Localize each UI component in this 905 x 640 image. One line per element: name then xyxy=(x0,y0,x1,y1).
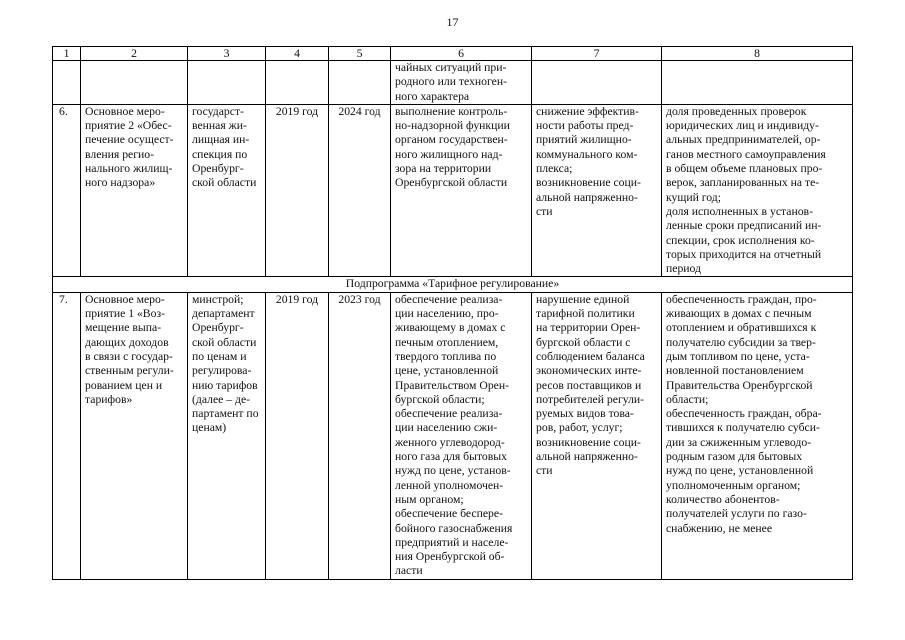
column-header: 6 xyxy=(391,47,532,61)
cell-line: минстрой; xyxy=(192,292,244,306)
cell-line: живающих в домах с печным xyxy=(666,307,812,321)
cell-line: нального жилищ- xyxy=(85,162,173,176)
cell-line: мещение выпа- xyxy=(85,321,162,335)
cell-line: нужд по цене, установленной xyxy=(666,464,814,478)
column-header: 5 xyxy=(329,47,391,61)
cell-line: приятий жилищно- xyxy=(536,133,632,147)
cell-line: в связи с государ- xyxy=(85,349,173,363)
cell-end-year: 2023 год xyxy=(329,292,391,579)
column-header: 8 xyxy=(662,47,853,61)
cell-line: коммунального ком- xyxy=(536,147,638,161)
cell-end-year xyxy=(329,61,391,105)
cell-line: цене, установленной xyxy=(395,364,499,378)
cell-start-year xyxy=(266,61,329,105)
cell-measure xyxy=(81,61,188,105)
cell-executor xyxy=(188,61,266,105)
cell-consequences xyxy=(532,104,662,277)
cell-line: Основное меро- xyxy=(85,104,165,118)
cell-line: на территории Орен- xyxy=(536,321,641,335)
cell-line: обеспеченность граждан, про- xyxy=(666,292,817,306)
cell-line: ценам) xyxy=(192,421,227,435)
cell-line: ности работы пред- xyxy=(536,119,634,133)
cell-line: соблюдением баланса xyxy=(536,349,645,363)
cell-line: нарушение единой xyxy=(536,292,630,306)
cell-line: торых приходится на отчетный xyxy=(666,247,822,261)
cell-line: печным отоплением, xyxy=(395,335,499,349)
cell-line: ственным регули- xyxy=(85,364,174,378)
cell-measure xyxy=(81,104,188,277)
cell-line: альной напряженно- xyxy=(536,190,638,204)
cell-line: верок, запланированных на те- xyxy=(666,176,820,190)
row-number: 7. xyxy=(53,292,81,579)
cell-line: сти xyxy=(536,464,553,478)
cell-indicators xyxy=(662,104,853,277)
column-header: 3 xyxy=(188,47,266,61)
cell-line: снижение эффектив- xyxy=(536,104,639,118)
cell-line: зора на территории xyxy=(395,162,492,176)
cell-consequences xyxy=(532,292,662,579)
cell-line: вления регио- xyxy=(85,147,155,161)
cell-line: предприятий и населе- xyxy=(395,535,509,549)
cell-line: рованием цен и xyxy=(85,378,163,392)
cell-line: женного углеводород- xyxy=(395,435,505,449)
cell-line: получателю субсидии за твер- xyxy=(666,335,816,349)
cell-line: департамент xyxy=(192,307,255,321)
cell-line: приятие 1 «Воз- xyxy=(85,307,165,321)
cell-expected-result xyxy=(391,61,532,105)
cell-line: ров, работ, услуг; xyxy=(536,421,623,435)
subprogram-title: Подпрограмма «Тарифное регулирование» xyxy=(53,277,853,292)
column-header: 2 xyxy=(81,47,188,61)
cell-line: уполномоченным органом; xyxy=(666,478,801,492)
cell-line: юридических лиц и индивиду- xyxy=(666,119,819,133)
cell-executor xyxy=(188,292,266,579)
column-header: 4 xyxy=(266,47,329,61)
cell-line: твердого топлива по xyxy=(395,349,497,363)
cell-line: сти xyxy=(536,204,553,218)
cell-line: Основное меро- xyxy=(85,292,165,306)
cell-line: в общем объеме плановых про- xyxy=(666,162,823,176)
cell-line: (далее – де- xyxy=(192,392,251,406)
cell-line: Оренбургской области xyxy=(395,176,508,190)
cell-expected-result xyxy=(391,292,532,579)
cell-line: обеспеченность граждан, обра- xyxy=(666,407,822,421)
row-number: 6. xyxy=(53,104,81,277)
cell-line: регулирова- xyxy=(192,364,252,378)
cell-line: бургской области; xyxy=(395,392,485,406)
cell-line: обеспечение реализа- xyxy=(395,407,503,421)
cell-line: бойного газоснабжения xyxy=(395,521,513,535)
cell-end-year: 2024 год xyxy=(329,104,391,277)
cell-line: приятие 2 «Обес- xyxy=(85,119,172,133)
cell-line: государст- xyxy=(192,104,244,118)
cell-line: спекция по xyxy=(192,147,248,161)
cell-line: ции населению, про- xyxy=(395,307,499,321)
cell-executor xyxy=(188,104,266,277)
cell-line: ции населению сжи- xyxy=(395,421,498,435)
subprogram-row xyxy=(53,277,853,292)
cell-line: чайных ситуаций при- xyxy=(395,61,507,74)
cell-line: альной напряженно- xyxy=(536,450,638,464)
cell-line: выполнение контроль- xyxy=(395,104,508,118)
cell-line: кущий год; xyxy=(666,190,721,204)
cell-line: партамент по xyxy=(192,407,259,421)
cell-indicators xyxy=(662,292,853,579)
cell-line: лищная ин- xyxy=(192,133,250,147)
cell-line: руемых видов това- xyxy=(536,407,634,421)
cell-line: отоплением и обратившихся к xyxy=(666,321,817,335)
table-row xyxy=(53,292,853,579)
cell-line: ской области xyxy=(192,176,257,190)
cell-line: обеспечение беспере- xyxy=(395,507,503,521)
cell-line: нужд по цене, установ- xyxy=(395,464,511,478)
cell-line: спекции, срок исполнения ко- xyxy=(666,233,815,247)
table-row xyxy=(53,104,853,277)
cell-line: Оренбург- xyxy=(192,321,244,335)
cell-line: родным газом для бытовых xyxy=(666,450,803,464)
cell-consequences xyxy=(532,61,662,105)
cell-line: органом государствен- xyxy=(395,133,508,147)
row-number xyxy=(53,61,81,105)
cell-line: количество абонентов- xyxy=(666,492,780,506)
cell-line: ганов местного самоуправления xyxy=(666,147,826,161)
cell-line: ного надзора» xyxy=(85,176,156,190)
table-row xyxy=(53,61,853,105)
cell-line: возникновение соци- xyxy=(536,435,641,449)
cell-line: тившихся к получателю субси- xyxy=(666,421,820,435)
measures-table xyxy=(52,46,853,580)
cell-line: ленные сроки предписаний ин- xyxy=(666,219,822,233)
cell-line: дии за сжиженным углеводо- xyxy=(666,435,812,449)
cell-line: получателей услуги по газо- xyxy=(666,507,807,521)
cell-expected-result xyxy=(391,104,532,277)
cell-line: тарифов» xyxy=(85,392,133,406)
cell-line: потребителей регули- xyxy=(536,392,645,406)
cell-line: ным органом; xyxy=(395,492,464,506)
cell-line: возникновение соци- xyxy=(536,176,641,190)
cell-line: доля исполненных в установ- xyxy=(666,204,813,218)
cell-line: области; xyxy=(666,392,709,406)
cell-line: Правительства Оренбургской xyxy=(666,378,813,392)
cell-line: ресов поставщиков и xyxy=(536,378,642,392)
cell-line: новленной постановлением xyxy=(666,364,804,378)
cell-line: ного характера xyxy=(395,89,470,103)
cell-line: ного жилищного над- xyxy=(395,147,503,161)
cell-start-year: 2019 год xyxy=(266,104,329,277)
cell-line: ного газа для бытовых xyxy=(395,450,507,464)
cell-line: Оренбург- xyxy=(192,162,244,176)
column-header: 1 xyxy=(53,47,81,61)
cell-line: ния Оренбургской об- xyxy=(395,550,505,564)
cell-line: ленной уполномочен- xyxy=(395,478,504,492)
cell-line: ласти xyxy=(395,564,423,578)
cell-line: плекса; xyxy=(536,162,573,176)
cell-line: период xyxy=(666,262,701,276)
cell-start-year: 2019 год xyxy=(266,292,329,579)
cell-line: дым топливом по цене, уста- xyxy=(666,349,810,363)
cell-line: живающему в домах с xyxy=(395,321,506,335)
cell-line: нию тарифов xyxy=(192,378,258,392)
cell-line: доля проведенных проверок xyxy=(666,104,807,118)
cell-measure xyxy=(81,292,188,579)
cell-indicators xyxy=(662,61,853,105)
cell-line: снабжению, не менее xyxy=(666,521,773,535)
cell-line: по ценам и xyxy=(192,349,247,363)
cell-line: бургской области с xyxy=(536,335,631,349)
cell-line: ской области xyxy=(192,335,257,349)
cell-line: дающих доходов xyxy=(85,335,169,349)
column-header: 7 xyxy=(532,47,662,61)
page-number: 17 xyxy=(446,15,459,29)
cell-line: венная жи- xyxy=(192,119,247,133)
cell-line: обеспечение реализа- xyxy=(395,292,503,306)
cell-line: тарифной политики xyxy=(536,307,635,321)
cell-line: альных предпринимателей, ор- xyxy=(666,133,821,147)
cell-line: экономических инте- xyxy=(536,364,642,378)
cell-line: Правительством Орен- xyxy=(395,378,509,392)
cell-line: но-надзорной функции xyxy=(395,119,510,133)
cell-line: печение осущест- xyxy=(85,133,174,147)
cell-line: родного или техноген- xyxy=(395,75,507,89)
header-row xyxy=(53,47,853,61)
